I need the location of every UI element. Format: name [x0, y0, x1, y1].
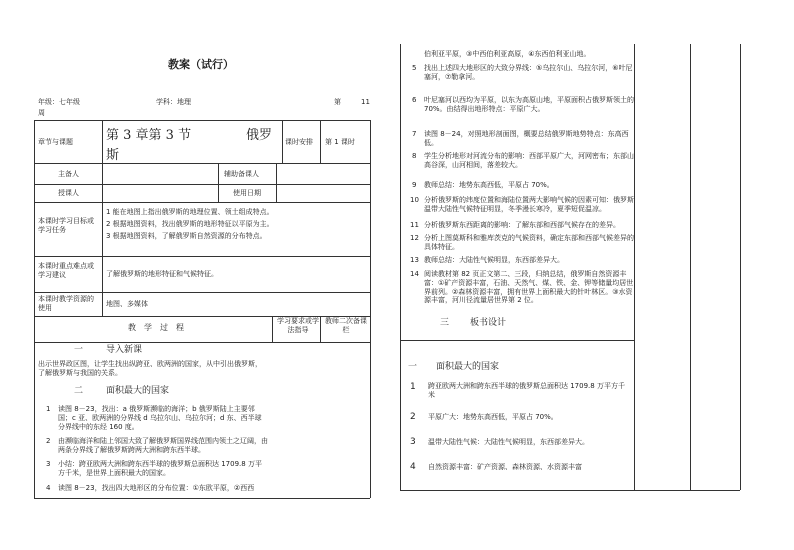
section-1-number: 一	[74, 345, 84, 355]
section-1-title: 导入新课	[106, 345, 143, 355]
board-section-title: 板书设计	[470, 318, 507, 328]
item-num: 7	[412, 130, 417, 138]
item-num: 12	[410, 234, 419, 242]
board-item-num: 4	[410, 462, 416, 472]
item-num: 9	[412, 181, 417, 189]
schedule-label: 课时安排	[285, 138, 313, 146]
week-suffix: 周	[38, 109, 45, 117]
goal-3: 3 根据地图资料，了解俄罗斯自然资源的分布特点。	[106, 232, 267, 240]
goal-2: 2 根据地图资料，找出俄罗斯的地形特征以平原为主。	[106, 220, 274, 228]
item-text: 读图 8－24，对照地形剖面图，概要总结俄罗斯地势特点：东高西低。	[424, 130, 629, 147]
grade-label: 年级：七年级	[38, 98, 80, 106]
chapter-title-cont: 斯	[106, 148, 120, 163]
req-header: 学习要求或学法指导	[277, 317, 319, 334]
board-item-text: 平原广大：地势东高西低，平原占 70%。	[428, 413, 558, 421]
board-item-num: 2	[410, 412, 416, 422]
item-text: 教师总结：大陆性气候明显，东西部差异大。	[424, 256, 564, 264]
left-page	[28, 40, 376, 500]
item-text: 伯利亚平原，③中西伯利亚高原，④东西伯利亚山地。	[424, 50, 591, 58]
item-num: 8	[412, 152, 417, 160]
item-num: 13	[410, 256, 419, 264]
board-subsection-number: 一	[408, 362, 418, 372]
item-num: 2	[46, 437, 51, 445]
item-text: 分析俄罗斯东西距离的影响：了解东部和西部气候存在的差异。	[424, 221, 620, 229]
intro-text: 出示世界政区图，让学生找出纵跨亚、欧两洲的国家，从中引出俄罗斯，了解俄罗斯与我国的关系。	[38, 360, 262, 377]
date-label: 使用日期	[233, 189, 261, 197]
item-text: 叶尼塞河以西均为平原，以东为高原山地，平原面积占俄罗斯领土的 70%。由结得出地形特点：平原广大。	[424, 96, 634, 113]
item-num: 3	[46, 460, 51, 468]
board-item-text: 自然资源丰富：矿产资源、森林资源、水资源丰富	[428, 463, 582, 471]
board-item-text: 温带大陆性气候：大陆性气候明显，东西部差异大。	[428, 438, 589, 446]
goal-1: 1 能在地图上指出俄罗斯的地理位置、领土组成特点。	[106, 208, 274, 216]
item-num: 11	[410, 221, 419, 229]
second-header: 教师二次备课栏	[325, 317, 367, 334]
item-text: 找出上述四大地形区的大致分界线：⑤乌拉尔山、乌拉尔河，⑥叶尼塞河，⑦勒拿河。	[424, 64, 633, 81]
item-num: 6	[412, 96, 417, 104]
resources-label: 本课时教学资源的使用	[38, 295, 94, 312]
week-value: 11	[361, 98, 370, 106]
item-text: 分析上图莫斯科和雅库茨克的气候资料，确定东部和西部气候差异的具体特征。	[424, 234, 634, 251]
right-page	[400, 44, 756, 492]
document-title: 教案（试行）	[168, 58, 234, 71]
item-text: 由濒临海洋和陆上邻国大致了解俄罗斯国界线范围内领土之辽阔，由两条分界线了解俄罗斯跨两大洲和跨东西半球。	[58, 437, 268, 454]
item-num: 10	[410, 196, 419, 204]
item-text: 读图 8－23，找出：a 俄罗斯濒临的海洋；b 俄罗斯陆上主要邻国；c 亚、欧两洲的分界线 d 乌拉尔山、乌拉尔河；d 东、西半球分界线中的东经 160 度。	[58, 405, 262, 431]
item-text: 分析俄罗斯的纬度位置和海陆位置两大影响气候的因素可知：俄罗斯温带大陆性气候特征明显，冬季漫长寒冷，夏季短促温凉。	[424, 196, 634, 213]
chapter-label: 章节与课题	[38, 138, 73, 146]
week-label: 第	[334, 98, 341, 106]
resources-value: 地图、多媒体	[106, 300, 148, 308]
process-header: 教 学 过 程	[128, 323, 184, 332]
section-2-number: 二	[74, 386, 84, 396]
key-value: 了解俄罗斯的地形特征和气候特征。	[106, 270, 218, 278]
item-num: 5	[412, 64, 417, 72]
item-text: 小结：跨亚欧两大洲和跨东西半球的俄罗斯总面积达 1709.8 万平方千米，是世界上面积最大的国家。	[58, 460, 262, 477]
board-item-text: 跨亚欧两大洲和跨东西半球的俄罗斯总面积达 1709.8 万平方千米	[428, 382, 625, 399]
schedule-value: 第 1 课时	[325, 138, 355, 146]
chapter-value: 第 3 章第 3 节	[106, 128, 192, 143]
assistant-label: 辅助备课人	[224, 170, 259, 178]
item-num: 1	[46, 405, 51, 413]
section-2-title: 面积最大的国家	[106, 386, 170, 396]
board-section-number: 三	[440, 318, 450, 328]
item-text: 阅读教材第 82 页正文第二、三段，归纳总结，俄罗斯自然资源丰富：①矿产资源丰富，石油、天然气、煤、铁、金、钾等储量均居世界前列。②森林资源丰富，拥有世界上面积最大的针叶林区。③水资源丰富，河川径流量居世界第 2 位。	[424, 270, 634, 305]
goals-label: 本课时学习目标或学习任务	[38, 217, 94, 234]
item-text: 学生分析地形对河流分布的影响：西部平原广大，河网密布；东部山高谷深，山河相间，落差较大。	[424, 152, 634, 169]
item-num: 14	[410, 270, 419, 278]
item-text: 读图 8－23，找出四大地形区的分布位置：①东欧平原，②西西	[58, 484, 255, 492]
item-num: 4	[46, 484, 51, 492]
teacher-label: 授课人	[58, 189, 79, 197]
item-text: 教师总结：地势东高西低，平原占 70%。	[424, 181, 554, 189]
board-subsection-title: 面积最大的国家	[436, 362, 500, 372]
chapter-title: 俄罗	[246, 128, 273, 143]
preparer-label: 主备人	[58, 170, 79, 178]
subject-label: 学科：地理	[156, 98, 191, 106]
board-item-num: 3	[410, 437, 416, 447]
key-label: 本课时重点难点或学习建议	[38, 262, 94, 279]
board-item-num: 1	[410, 382, 416, 392]
